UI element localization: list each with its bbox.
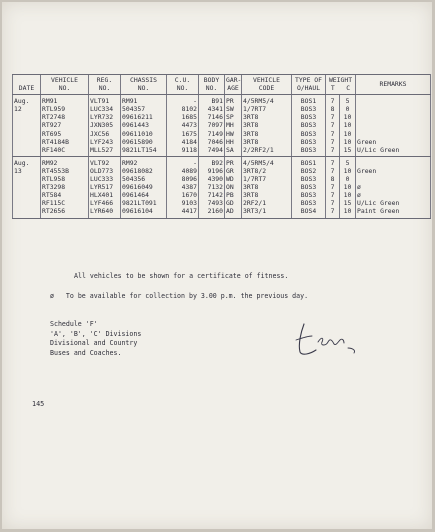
cell-cu-no: 9103 bbox=[181, 199, 197, 208]
cell-weight-c: 10 bbox=[343, 183, 352, 192]
cell-vehicle-code: 1/7RT7 bbox=[243, 175, 267, 184]
column-weight-c bbox=[340, 95, 356, 157]
cell-remarks bbox=[357, 121, 429, 129]
header-vehicle-no: VEHICLE NO. bbox=[41, 75, 89, 95]
cell-weight-c: 10 bbox=[343, 207, 352, 216]
cell-remarks bbox=[357, 130, 429, 138]
cell-vehicle-no: RF115C bbox=[42, 199, 66, 208]
column-weight-t bbox=[326, 95, 340, 157]
cell-cu-no: 8102 bbox=[181, 105, 197, 114]
cell-cu-no: 4184 bbox=[181, 137, 197, 146]
cell-vehicle-no: RT927 bbox=[42, 121, 62, 130]
cell-chassis-no: 504356 bbox=[122, 175, 146, 184]
cell-weight-t: 7 bbox=[330, 183, 335, 192]
header-body-no: BODY NO. bbox=[199, 75, 225, 95]
cell-vehicle-code: 4/5RM5/4 bbox=[243, 158, 274, 167]
cell-vehicle-code: 3RT8/2 bbox=[243, 166, 267, 175]
cell-type-of-overhaul: BOS1 bbox=[300, 158, 317, 167]
cell-weight-c: 10 bbox=[343, 166, 352, 175]
cell-vehicle-no: RT4553B bbox=[42, 166, 69, 175]
cell-vehicle-code: 3RT8 bbox=[243, 121, 259, 130]
cell-type-of-overhaul: BOS3 bbox=[300, 191, 317, 200]
cell-garage: ON bbox=[226, 183, 234, 192]
certificate-note: All vehicles to be shown for a certificate of fitness. bbox=[74, 272, 289, 280]
cell-weight-c: 10 bbox=[343, 191, 352, 200]
document-page bbox=[2, 2, 432, 529]
cell-vehicle-code: 3RT8 bbox=[243, 129, 259, 138]
cell-weight-t: 7 bbox=[330, 199, 335, 208]
cell-weight-t: 7 bbox=[330, 158, 335, 167]
date-line: 12 bbox=[14, 105, 22, 114]
cell-weight-c: 10 bbox=[343, 113, 352, 122]
cell-vehicle-no: RM92 bbox=[42, 158, 58, 167]
cell-reg-no: LUC333 bbox=[90, 175, 114, 184]
collection-note bbox=[50, 292, 308, 300]
column-vehicle-code bbox=[242, 95, 292, 157]
cell-reg-no: VLT92 bbox=[90, 158, 110, 167]
cell-body-no: 7046 bbox=[207, 137, 223, 146]
cell-type-of-overhaul: BOS3 bbox=[300, 121, 317, 130]
cell-chassis-no: RM92 bbox=[122, 158, 138, 167]
cell-body-no: 7146 bbox=[207, 113, 223, 122]
column-cu-no bbox=[167, 156, 199, 218]
cell-weight-c: 10 bbox=[343, 137, 352, 146]
cell-weight-t: 7 bbox=[330, 97, 335, 106]
cell-chassis-no: 09616049 bbox=[122, 183, 153, 192]
cell-reg-no: VLT91 bbox=[90, 97, 110, 106]
cell-weight-c: 5 bbox=[345, 158, 350, 167]
column-type-of-overhaul bbox=[292, 156, 326, 218]
cell-weight-c: 0 bbox=[345, 105, 350, 114]
date-line: Aug. bbox=[14, 97, 30, 106]
column-vehicle-no bbox=[41, 156, 89, 218]
cell-body-no: 7494 bbox=[207, 145, 223, 154]
header-chassis-no: CHASSIS NO. bbox=[121, 75, 167, 95]
cell-body-no: B92 bbox=[211, 158, 223, 167]
header-reg-no: REG. NO. bbox=[89, 75, 121, 95]
cell-reg-no: LYR640 bbox=[90, 207, 114, 216]
cell-type-of-overhaul: BOS3 bbox=[300, 113, 317, 122]
cell-body-no: 7132 bbox=[207, 183, 223, 192]
column-garage bbox=[225, 156, 242, 218]
cell-cu-no: 9118 bbox=[181, 145, 197, 154]
date-group-row bbox=[13, 95, 431, 157]
cell-remarks bbox=[357, 113, 429, 121]
cell-body-no: 7097 bbox=[207, 121, 223, 130]
cell-chassis-no: 9821LT154 bbox=[122, 145, 157, 154]
date-line: 13 bbox=[14, 166, 22, 175]
column-body-no bbox=[199, 95, 225, 157]
cell-vehicle-code: 3RT8 bbox=[243, 183, 259, 192]
cell-weight-c: 10 bbox=[343, 121, 352, 130]
date-cell bbox=[13, 95, 41, 157]
cell-chassis-no: 09615890 bbox=[122, 137, 153, 146]
date-group-aug-12 bbox=[13, 95, 431, 157]
cell-vehicle-no: RT3298 bbox=[42, 183, 66, 192]
cell-chassis-no: 9821LT091 bbox=[122, 199, 157, 208]
cell-remarks: U/Lic Green bbox=[357, 145, 400, 154]
cell-chassis-no: 504357 bbox=[122, 105, 146, 114]
cell-reg-no: LYR732 bbox=[90, 113, 114, 122]
cell-vehicle-no: RM91 bbox=[42, 97, 58, 106]
header-weight: WEIGHT T C bbox=[326, 75, 356, 95]
cell-weight-t: 7 bbox=[330, 129, 335, 138]
cell-vehicle-code: 3RT3/1 bbox=[243, 207, 267, 216]
schedule-block bbox=[50, 320, 141, 358]
column-chassis-no bbox=[121, 156, 167, 218]
cell-cu-no: - bbox=[193, 158, 197, 167]
column-cu-no bbox=[167, 95, 199, 157]
cell-remarks: Green bbox=[357, 166, 377, 175]
cell-garage: GR bbox=[226, 166, 234, 175]
header-weight-t: T bbox=[330, 84, 335, 93]
cell-chassis-no: 09618082 bbox=[122, 166, 153, 175]
header-remarks: REMARKS bbox=[356, 75, 431, 95]
cell-garage: GD bbox=[226, 199, 234, 208]
cell-weight-c: 15 bbox=[343, 199, 352, 208]
column-reg-no bbox=[89, 156, 121, 218]
cell-body-no: 9196 bbox=[207, 166, 223, 175]
cell-reg-no: LYR517 bbox=[90, 183, 114, 192]
cell-type-of-overhaul: BOS3 bbox=[300, 137, 317, 146]
cell-reg-no: JXC56 bbox=[90, 129, 110, 138]
cell-chassis-no: 09616104 bbox=[122, 207, 153, 216]
cell-vehicle-no: RTL958 bbox=[42, 175, 66, 184]
cell-remarks: U/Lic Green bbox=[357, 199, 400, 208]
cell-cu-no: 4089 bbox=[181, 166, 197, 175]
cell-vehicle-no: RT2748 bbox=[42, 113, 66, 122]
cell-garage: HW bbox=[226, 129, 234, 138]
header-cu-no: C.U. NO. bbox=[167, 75, 199, 95]
cell-remarks: Green bbox=[357, 137, 377, 146]
cell-type-of-overhaul: BOS3 bbox=[300, 199, 317, 208]
cell-remarks: Paint Green bbox=[357, 207, 400, 216]
cell-body-no: 7493 bbox=[207, 199, 223, 208]
cell-vehicle-code: 3RT8 bbox=[243, 137, 259, 146]
cell-body-no: 2160 bbox=[207, 207, 223, 216]
cell-body-no: B91 bbox=[211, 97, 223, 106]
cell-garage: PR bbox=[226, 97, 234, 106]
cell-vehicle-no: RTL959 bbox=[42, 105, 66, 114]
cell-body-no: 7149 bbox=[207, 129, 223, 138]
cell-reg-no: LUC334 bbox=[90, 105, 114, 114]
column-type-of-overhaul bbox=[292, 95, 326, 157]
cell-weight-t: 7 bbox=[330, 121, 335, 130]
cell-reg-no: LYF466 bbox=[90, 199, 114, 208]
cell-type-of-overhaul: BOS1 bbox=[300, 97, 317, 106]
cell-vehicle-no: RT695 bbox=[42, 129, 62, 138]
cell-cu-no: 1670 bbox=[181, 191, 197, 200]
cell-garage: PR bbox=[226, 158, 234, 167]
cell-weight-c: 5 bbox=[345, 97, 350, 106]
header-weight-c: C bbox=[346, 84, 351, 93]
column-remarks bbox=[356, 156, 431, 218]
cell-vehicle-code: 3RT8 bbox=[243, 113, 259, 122]
cell-cu-no: 1685 bbox=[181, 113, 197, 122]
header-garage: GAR- AGE bbox=[225, 75, 242, 95]
cell-vehicle-no: RT4184B bbox=[42, 137, 69, 146]
cell-garage: PB bbox=[226, 191, 234, 200]
column-weight-c bbox=[340, 156, 356, 218]
header-vehicle-code: VEHICLE CODE bbox=[242, 75, 292, 95]
cell-garage: AD bbox=[226, 207, 234, 216]
cell-type-of-overhaul: BOS4 bbox=[300, 207, 317, 216]
cell-cu-no: - bbox=[193, 97, 197, 106]
cell-body-no: 7142 bbox=[207, 191, 223, 200]
cell-remarks bbox=[357, 159, 429, 167]
cell-remarks bbox=[357, 175, 429, 183]
cell-weight-t: 7 bbox=[330, 166, 335, 175]
column-vehicle-code bbox=[242, 156, 292, 218]
cell-reg-no: OLD773 bbox=[90, 166, 114, 175]
date-cell bbox=[13, 156, 41, 218]
cell-type-of-overhaul: BOS3 bbox=[300, 105, 317, 114]
cell-vehicle-code: 4/5RM5/4 bbox=[243, 97, 274, 106]
cell-weight-t: 7 bbox=[330, 113, 335, 122]
column-vehicle-no bbox=[41, 95, 89, 157]
table-header-row bbox=[13, 75, 431, 95]
column-body-no bbox=[199, 156, 225, 218]
cell-chassis-no: RM91 bbox=[122, 97, 138, 106]
cell-vehicle-code: 2RF2/1 bbox=[243, 199, 267, 208]
column-chassis-no bbox=[121, 95, 167, 157]
cell-type-of-overhaul: BOS3 bbox=[300, 129, 317, 138]
cell-body-no: 4390 bbox=[207, 175, 223, 184]
schedule-line: Divisional and Country bbox=[50, 339, 138, 348]
cell-cu-no: 1675 bbox=[181, 129, 197, 138]
column-reg-no bbox=[89, 95, 121, 157]
date-group-aug-13 bbox=[13, 156, 431, 218]
cell-remarks bbox=[357, 105, 429, 113]
cell-weight-t: 7 bbox=[330, 137, 335, 146]
cell-type-of-overhaul: BOS2 bbox=[300, 166, 317, 175]
cell-vehicle-no: RT584 bbox=[42, 191, 62, 200]
cell-vehicle-code: 1/7RT7 bbox=[243, 105, 267, 114]
schedule-line: 'A', 'B', 'C' Divisions bbox=[50, 329, 142, 338]
cell-garage: HH bbox=[226, 137, 234, 146]
cell-vehicle-code: 2/2RF2/1 bbox=[243, 145, 274, 154]
cell-vehicle-no: RT2656 bbox=[42, 207, 66, 216]
column-weight-t bbox=[326, 156, 340, 218]
cell-remarks: ø bbox=[357, 191, 361, 200]
cell-remarks bbox=[357, 97, 429, 105]
cell-body-no: 4341 bbox=[207, 105, 223, 114]
cell-weight-c: 15 bbox=[343, 145, 352, 154]
collection-text: To be available for collection by 3.00 p.m. the previous day. bbox=[65, 292, 309, 300]
schedule-line: Schedule 'F' bbox=[50, 320, 98, 328]
cell-reg-no: MLL527 bbox=[90, 145, 114, 154]
cell-garage: WD bbox=[226, 175, 234, 184]
cell-remarks: ø bbox=[357, 183, 361, 192]
cell-cu-no: 4417 bbox=[181, 207, 197, 216]
cell-weight-t: 7 bbox=[330, 191, 335, 200]
cell-reg-no: LYF243 bbox=[90, 137, 114, 146]
collection-symbol: ø bbox=[50, 292, 54, 300]
cell-weight-t: 7 bbox=[330, 145, 335, 154]
cell-weight-c: 10 bbox=[343, 129, 352, 138]
cell-chassis-no: 09616211 bbox=[122, 113, 153, 122]
cell-cu-no: 4473 bbox=[181, 121, 197, 130]
cell-chassis-no: 09611010 bbox=[122, 129, 153, 138]
column-remarks bbox=[356, 95, 431, 157]
cell-vehicle-code: 3RT8 bbox=[243, 191, 259, 200]
column-garage bbox=[225, 95, 242, 157]
cell-type-of-overhaul: BOS3 bbox=[300, 175, 317, 184]
handwritten-signature bbox=[292, 318, 362, 362]
cell-type-of-overhaul: BOS3 bbox=[300, 183, 317, 192]
cell-weight-t: 8 bbox=[330, 105, 335, 114]
cell-weight-t: 7 bbox=[330, 207, 335, 216]
cell-vehicle-no: RF140C bbox=[42, 145, 66, 154]
header-type-of-overhaul: TYPE OF O/HAUL bbox=[292, 75, 326, 95]
header-date: DATE bbox=[13, 75, 41, 95]
cell-weight-c: 0 bbox=[345, 175, 350, 184]
cell-chassis-no: 0961464 bbox=[122, 191, 149, 200]
cell-chassis-no: 0961443 bbox=[122, 121, 149, 130]
date-group-row bbox=[13, 156, 431, 218]
date-line: Aug. bbox=[14, 158, 30, 167]
cell-type-of-overhaul: BOS3 bbox=[300, 145, 317, 154]
page-number: 145 bbox=[32, 400, 45, 408]
cell-garage: SA bbox=[226, 145, 234, 154]
cell-cu-no: 4387 bbox=[181, 183, 197, 192]
cell-weight-t: 8 bbox=[330, 175, 335, 184]
schedule-line: Buses and Coaches. bbox=[50, 348, 122, 357]
cell-garage: SW bbox=[226, 105, 234, 114]
cell-cu-no: 8096 bbox=[181, 175, 197, 184]
vehicle-schedule-table bbox=[12, 74, 431, 219]
cell-garage: SP bbox=[226, 113, 234, 122]
cell-garage: MH bbox=[226, 121, 234, 130]
cell-reg-no: HLX401 bbox=[90, 191, 114, 200]
cell-reg-no: JXN305 bbox=[90, 121, 114, 130]
